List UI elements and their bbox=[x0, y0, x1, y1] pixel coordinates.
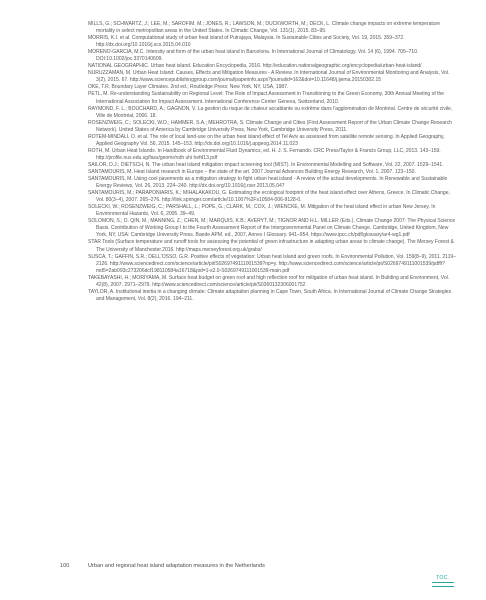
reference-entry: ROTH, M. Urban Heat Islands. In Handbook of Environmental Fluid Dynamics, ed. H. J. S. Fernando. CRC Press/Taylor & Francis Group, LLC, 2013. 143–159. http://profile.nus.edu.sg/fass/geomr/roth uhi hefd13.pdf bbox=[88, 147, 441, 161]
toc-bar-icon bbox=[432, 582, 454, 587]
reference-list bbox=[88, 21, 456, 303]
reference-entry: STAR Tools (Surface temperature and runoff tools for assessing the potential of green infrastructure in adapting urban areas to climate change). The Mersey Forest & The University of Manchester.2016. http://maps.merseyforest.org.uk/grabs/ bbox=[88, 239, 454, 253]
reference-entry: SANTAMOURIS, M.; PARAPONIARIS, K.; MIHALAKAKOU, G. Estimating the ecological footprint of the heat island effect over Athens, Greece. In Climatic Change, Vol. 80(3–4), 2007. 265–276. http://link.springer.com/article/10.1007%2Fs10584-006-9128-0. bbox=[88, 190, 450, 204]
reference-entry: ROSENZWEIG, C.; SOLECKI, W.D.; HAMMER, S.A.; MEHROTRA, S. Climate Change and Cities (First Assessment Report of the Urban Climate Change Research Network). United States of America by Cambridge University Press, New York, Cambridge University Press, 2011. bbox=[88, 119, 452, 133]
reference-entry: MILLS, G.; SCHWARTZ, J.; LEE, M.; SAROFIM, M.; JONES, R.; LAWSON, M.; DUCKWORTH, M.; DECK, L. Climate change impacts on extreme temperature mortality in select metropolitan areas in the United States. In Climatic Change, Vol. 131(1), 2015. 83–95. bbox=[88, 21, 440, 35]
footer-title: Urban and regional heat island adaptation measures in the Netherlands bbox=[88, 563, 265, 569]
reference-entry: SUSCA, T.; GAFFIN, S.R.; DELL'OSSO, G.R. Positive effects of vegetation: Urban heat island and green roofs. In Environmental Pollution, Vol. 159(8–9), 2011. 2119–2126. http://www.sciencedirect.com/science/article/pii/S0269749111001539?np=y. http://www.sciencedirect.com/science/article/pii/S0269749111001539/pdfft?md5=2ab093c273206dcf198110584a16718&pid=1-s2.0-S0269749111001539-main.pdf bbox=[88, 253, 456, 274]
reference-entry: NURUZZAMAN, M. Urban Heat Island: Causes, Effects and Mitigation Measures - A Review. In International Journal of Environmental Monitoring and Analysis, Vol. 3(2), 2015. 67. http://www.sciencepublishinggroup.com/journal/paperinfo.aspx?journalid=162&doi=10.11648/j.ijema.20150302.15 bbox=[88, 70, 450, 84]
toc-label: TOC bbox=[436, 575, 448, 581]
reference-entry: NATIONAL GEOGRAPHIC. Urban heat island. Education Encyclopedia, 2016. http://education.nationalgeographic.org/encyclopedia/urban-heat-island/ bbox=[88, 63, 422, 70]
reference-entry: TAKEBAYASHI, H.; MORIYAMA, M. Surface heat budget on green roof and high reflection roof for mitigation of urban heat island. In Building and Environment, Vol. 42(8), 2007. 2971–2979. http://www.sciencedirect.com/science/article/pii/S0360132306001752 bbox=[88, 274, 450, 288]
reference-entry: SAILOR, D.J.; DIETSCH, N. The urban heat island mitigation impact screening tool (MIST). In Environmental Modelling and Software, Vol. 22, 2007. 1529–1541. bbox=[88, 161, 444, 168]
page-footer bbox=[60, 561, 460, 571]
reference-entry: SANTAMOURIS, M. Heat Island research in Europe – the state of the art. 2007 Journal Advances Building Energy Research, Vol. 1, 2007. 123–150. bbox=[88, 168, 416, 175]
reference-entry: RAYMOND, F. L.; BOUCHARD, A.; GAGNON, V. La gestion du risque de chaleur accablante ou extrême dans l'agglomération de Montréal. Centre de sécurité civile, Ville de Montréal, 2006. 18. bbox=[88, 105, 453, 119]
reference-entry: TAYLOR, A. Institutional inertia in a changing climate: Climate adaptation planning in Cape Town, South Africa. In International Journal of Climate Change Strategies and Management, Vol. 8(2), 2016. 194–211. bbox=[88, 288, 452, 302]
reference-entry: SOLECKI, W.; ROSENZWEIG, C.; PARSHALL, L.; POPE, G.; CLARK, M.; COX, J.; WIENCKE, M. Mitigation of the heat island effect in urban New Jersey. In Environmental Hazards, Vol. 6, 2005. 39–49. bbox=[88, 204, 436, 218]
toc-link[interactable] bbox=[432, 575, 454, 587]
reference-entry: PETL, M. Re-understanding Sustainability on Regional Level: The Role of Impact Assessment in Transitioning to the Green Economy, 30th Annual Meeting of the International Association for Impact Assessment. International Conference Center Geneva, Switzerland, 2010. bbox=[88, 91, 445, 105]
reference-entry: MORRIS, K.I. et al. Computational study of urban heat island of Putrajaya, Malaysia. In Sustainable Cities and Society, Vol. 19, 2015. 359–372. http://dx.doi.org/10.1016/j.scs.2015.04.010 bbox=[88, 35, 405, 49]
reference-entry: ROTEM-MINDALI, O. et al. The role of local land-use on the urban heat island effect of Tel Aviv as assessed from satellite remote sensing. In Applied Geography, Applied Geography Vol. 56, 2015. 145–153. http://dx.doi.org/10.1016/j.apgeog.2014.11.023 bbox=[88, 133, 445, 147]
reference-entry: SANTAMOURIS, M. Using cool pavements as a mitigation strategy to fight urban heat island - A review of the actual developments. In Renewable and Sustainable Energy Reviews, Vol. 26, 2013. 224–240. http://dx.doi.org/10.1016/j.rser.2013.05.047 bbox=[88, 176, 448, 190]
page-number: 100 bbox=[60, 563, 70, 569]
reference-entry: MORENO-GARCIA, M.C. Intensity and form of the urban heat island in Barcelona. In International Journal of Climatology, Vol. 14 (6), 1994. 705–710. DOI:10.1002/joc.3370140609. bbox=[88, 49, 419, 63]
reference-entry: SOLOMON, S.; D. QIN, M.; MANNING, Z.; CHEN, M.; MARQUIS, K.B.; AVERYT, M.; TIGNOR AND H.L. MILLER (Eds.). Climate Change 2007: The Physical Science Basis. Contribution of Working Group I to the Fourth Assessment Report of the Intergovernmental Panel on Climate Change. Cambridge, United Kingdom, New York, NY, USA: Cambridge University Press. Baede APM. ed., 2007, Annex I Glossary. 941–954. https://www.ipcc.ch/pdf/glossary/ar4-wg1.pdf bbox=[88, 218, 456, 239]
reference-entry: OKE, T.R. Boundary Layer Climates. 2nd ed.; Routledge Press: New York, NY, USA, 1987. bbox=[88, 84, 289, 91]
